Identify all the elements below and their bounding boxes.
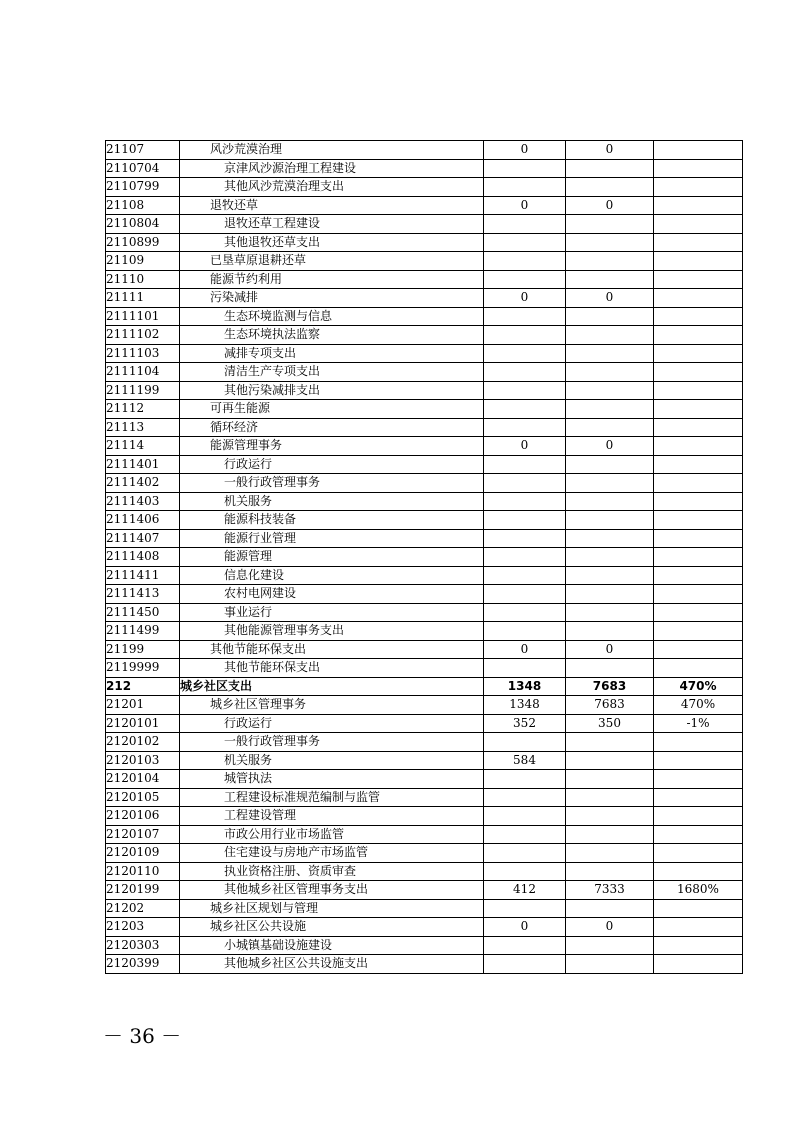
- cell-value-3: [654, 381, 743, 400]
- cell-value-1: [484, 307, 566, 326]
- cell-value-3: [654, 455, 743, 474]
- cell-name: 其他污染减排支出: [180, 381, 484, 400]
- cell-value-3: [654, 363, 743, 382]
- cell-value-3: [654, 252, 743, 271]
- cell-value-3: [654, 307, 743, 326]
- cell-value-1: [484, 899, 566, 918]
- cell-value-2: [566, 400, 654, 419]
- cell-value-1: [484, 270, 566, 289]
- cell-value-1: [484, 511, 566, 530]
- cell-value-2: 7683: [566, 696, 654, 715]
- cell-value-1: [484, 529, 566, 548]
- cell-name: 住宅建设与房地产市场监管: [180, 844, 484, 863]
- cell-name: 其他城乡社区管理事务支出: [180, 881, 484, 900]
- cell-value-2: [566, 770, 654, 789]
- table-row: [106, 381, 743, 400]
- cell-value-3: [654, 215, 743, 234]
- cell-value-2: [566, 455, 654, 474]
- cell-value-2: [566, 844, 654, 863]
- table-row: [106, 455, 743, 474]
- cell-name: 减排专项支出: [180, 344, 484, 363]
- cell-value-1: [484, 733, 566, 752]
- cell-name: 城乡社区规划与管理: [180, 899, 484, 918]
- cell-value-1: [484, 233, 566, 252]
- cell-value-2: [566, 862, 654, 881]
- cell-code: 21202: [106, 899, 180, 918]
- cell-name: 工程建设管理: [180, 807, 484, 826]
- cell-value-3: [654, 825, 743, 844]
- cell-value-3: [654, 326, 743, 345]
- cell-name: 其他节能环保支出: [180, 659, 484, 678]
- table-row: [106, 807, 743, 826]
- table-row: [106, 603, 743, 622]
- cell-code: 2110899: [106, 233, 180, 252]
- cell-value-2: [566, 825, 654, 844]
- cell-value-1: [484, 455, 566, 474]
- cell-name: 工程建设标准规范编制与监管: [180, 788, 484, 807]
- cell-name: 农村电网建设: [180, 585, 484, 604]
- cell-name: 其他退牧还草支出: [180, 233, 484, 252]
- cell-value-1: [484, 566, 566, 585]
- cell-value-1: 1348: [484, 696, 566, 715]
- cell-value-1: [484, 585, 566, 604]
- cell-value-3: [654, 659, 743, 678]
- cell-name: 生态环境执法监察: [180, 326, 484, 345]
- cell-code: 2120109: [106, 844, 180, 863]
- cell-value-2: [566, 215, 654, 234]
- cell-value-3: [654, 511, 743, 530]
- table-row: [106, 215, 743, 234]
- cell-name: 一般行政管理事务: [180, 733, 484, 752]
- cell-name: 事业运行: [180, 603, 484, 622]
- table-row: [106, 899, 743, 918]
- cell-value-1: [484, 326, 566, 345]
- cell-value-3: [654, 844, 743, 863]
- cell-code: 2120105: [106, 788, 180, 807]
- table-row: [106, 788, 743, 807]
- cell-value-1: [484, 400, 566, 419]
- cell-code: 2111402: [106, 474, 180, 493]
- cell-value-3: [654, 566, 743, 585]
- cell-code: 2120102: [106, 733, 180, 752]
- cell-value-1: [484, 159, 566, 178]
- cell-value-2: [566, 899, 654, 918]
- cell-value-3: [654, 492, 743, 511]
- cell-value-1: 0: [484, 918, 566, 937]
- cell-code: 2120199: [106, 881, 180, 900]
- cell-value-2: [566, 363, 654, 382]
- table-row: [106, 474, 743, 493]
- cell-name: 其他城乡社区公共设施支出: [180, 955, 484, 974]
- cell-value-2: 0: [566, 289, 654, 308]
- cell-value-3: [654, 437, 743, 456]
- cell-value-1: 584: [484, 751, 566, 770]
- table-row: [106, 770, 743, 789]
- cell-value-2: [566, 344, 654, 363]
- table-row: [106, 178, 743, 197]
- table-row: [106, 270, 743, 289]
- cell-code: 21109: [106, 252, 180, 271]
- table-row: [106, 844, 743, 863]
- cell-value-3: [654, 344, 743, 363]
- cell-code: 21112: [106, 400, 180, 419]
- cell-name: 能源管理: [180, 548, 484, 567]
- cell-value-3: -1%: [654, 714, 743, 733]
- cell-name: 行政运行: [180, 714, 484, 733]
- table-row: [106, 862, 743, 881]
- cell-value-3: [654, 788, 743, 807]
- cell-value-2: [566, 603, 654, 622]
- cell-value-1: [484, 603, 566, 622]
- table-row: [106, 677, 743, 696]
- cell-value-1: [484, 788, 566, 807]
- cell-code: 21199: [106, 640, 180, 659]
- cell-value-3: [654, 640, 743, 659]
- cell-name: 风沙荒漠治理: [180, 141, 484, 160]
- cell-value-3: [654, 622, 743, 641]
- cell-value-2: [566, 270, 654, 289]
- table-row: [106, 418, 743, 437]
- cell-code: 2120101: [106, 714, 180, 733]
- cell-name: 其他能源管理事务支出: [180, 622, 484, 641]
- page-number: － 36 －: [103, 1024, 182, 1048]
- cell-value-1: 412: [484, 881, 566, 900]
- cell-name: 信息化建设: [180, 566, 484, 585]
- cell-value-2: 0: [566, 918, 654, 937]
- cell-value-2: 0: [566, 196, 654, 215]
- table-row: [106, 640, 743, 659]
- cell-value-1: [484, 418, 566, 437]
- cell-value-2: 350: [566, 714, 654, 733]
- cell-code: 21107: [106, 141, 180, 160]
- table-row: [106, 881, 743, 900]
- cell-code: 2111499: [106, 622, 180, 641]
- cell-name: 退牧还草: [180, 196, 484, 215]
- table-row: [106, 159, 743, 178]
- cell-value-2: [566, 178, 654, 197]
- table-row: [106, 566, 743, 585]
- cell-value-2: [566, 233, 654, 252]
- cell-value-2: [566, 566, 654, 585]
- cell-value-2: [566, 585, 654, 604]
- cell-code: 2119999: [106, 659, 180, 678]
- cell-code: 21113: [106, 418, 180, 437]
- cell-value-2: [566, 159, 654, 178]
- cell-value-3: [654, 807, 743, 826]
- cell-code: 21110: [106, 270, 180, 289]
- cell-value-1: [484, 363, 566, 382]
- budget-table-body: [106, 141, 743, 974]
- cell-value-3: [654, 178, 743, 197]
- table-row: [106, 492, 743, 511]
- cell-value-2: [566, 418, 654, 437]
- cell-value-2: [566, 733, 654, 752]
- cell-value-1: [484, 492, 566, 511]
- cell-value-3: [654, 196, 743, 215]
- table-row: [106, 437, 743, 456]
- cell-name: 城管执法: [180, 770, 484, 789]
- cell-code: 2110799: [106, 178, 180, 197]
- cell-value-2: [566, 511, 654, 530]
- cell-code: 2111408: [106, 548, 180, 567]
- cell-code: 2110704: [106, 159, 180, 178]
- cell-value-3: [654, 529, 743, 548]
- cell-value-3: [654, 418, 743, 437]
- cell-value-3: 470%: [654, 677, 743, 696]
- cell-value-2: [566, 326, 654, 345]
- cell-code: 2111450: [106, 603, 180, 622]
- cell-code: 2111103: [106, 344, 180, 363]
- cell-value-3: 470%: [654, 696, 743, 715]
- cell-value-1: [484, 936, 566, 955]
- cell-name: 一般行政管理事务: [180, 474, 484, 493]
- cell-code: 2111407: [106, 529, 180, 548]
- cell-code: 2120103: [106, 751, 180, 770]
- cell-name: 小城镇基础设施建设: [180, 936, 484, 955]
- cell-name: 城乡社区公共设施: [180, 918, 484, 937]
- table-row: [106, 696, 743, 715]
- table-row: [106, 529, 743, 548]
- table-row: [106, 307, 743, 326]
- cell-value-2: [566, 492, 654, 511]
- cell-value-1: [484, 955, 566, 974]
- cell-value-1: 1348: [484, 677, 566, 696]
- cell-value-1: [484, 474, 566, 493]
- table-row: [106, 936, 743, 955]
- cell-name: 污染减排: [180, 289, 484, 308]
- cell-value-1: [484, 215, 566, 234]
- table-row: [106, 585, 743, 604]
- cell-value-1: 0: [484, 289, 566, 308]
- cell-value-1: 0: [484, 196, 566, 215]
- cell-code: 2111102: [106, 326, 180, 345]
- cell-code: 2120107: [106, 825, 180, 844]
- cell-name: 其他风沙荒漠治理支出: [180, 178, 484, 197]
- cell-code: 2111101: [106, 307, 180, 326]
- cell-value-3: [654, 918, 743, 937]
- table-row: [106, 733, 743, 752]
- cell-value-1: [484, 622, 566, 641]
- cell-name: 执业资格注册、资质审查: [180, 862, 484, 881]
- cell-value-3: [654, 474, 743, 493]
- cell-name: 能源行业管理: [180, 529, 484, 548]
- cell-value-1: [484, 807, 566, 826]
- cell-value-3: [654, 955, 743, 974]
- cell-value-2: 0: [566, 141, 654, 160]
- cell-value-3: [654, 289, 743, 308]
- table-row: [106, 511, 743, 530]
- cell-value-1: [484, 844, 566, 863]
- cell-name: 能源管理事务: [180, 437, 484, 456]
- cell-value-1: [484, 178, 566, 197]
- table-row: [106, 751, 743, 770]
- cell-code: 2111411: [106, 566, 180, 585]
- cell-value-1: 0: [484, 640, 566, 659]
- cell-name: 京津风沙源治理工程建设: [180, 159, 484, 178]
- table-row: [106, 548, 743, 567]
- cell-name: 退牧还草工程建设: [180, 215, 484, 234]
- cell-name: 城乡社区管理事务: [180, 696, 484, 715]
- cell-code: 2111406: [106, 511, 180, 530]
- cell-value-2: [566, 955, 654, 974]
- cell-value-2: [566, 307, 654, 326]
- cell-code: 21114: [106, 437, 180, 456]
- cell-value-3: [654, 548, 743, 567]
- cell-value-3: [654, 862, 743, 881]
- cell-value-2: [566, 936, 654, 955]
- cell-name: 可再生能源: [180, 400, 484, 419]
- cell-code: 212: [106, 677, 180, 696]
- cell-value-2: [566, 807, 654, 826]
- cell-code: 2111104: [106, 363, 180, 382]
- cell-value-1: [484, 381, 566, 400]
- table-row: [106, 825, 743, 844]
- cell-value-2: 0: [566, 437, 654, 456]
- cell-value-1: 352: [484, 714, 566, 733]
- cell-code: 2111403: [106, 492, 180, 511]
- cell-code: 2120106: [106, 807, 180, 826]
- cell-value-2: [566, 788, 654, 807]
- cell-value-1: [484, 252, 566, 271]
- cell-value-3: [654, 400, 743, 419]
- table-row: [106, 400, 743, 419]
- table-row: [106, 918, 743, 937]
- cell-value-2: 7333: [566, 881, 654, 900]
- cell-code: 2120303: [106, 936, 180, 955]
- cell-name: 清洁生产专项支出: [180, 363, 484, 382]
- cell-name: 已垦草原退耕还草: [180, 252, 484, 271]
- cell-value-1: [484, 862, 566, 881]
- cell-value-1: [484, 825, 566, 844]
- cell-code: 2120399: [106, 955, 180, 974]
- cell-name: 机关服务: [180, 492, 484, 511]
- cell-value-1: [484, 344, 566, 363]
- table-row: [106, 363, 743, 382]
- cell-value-3: [654, 733, 743, 752]
- cell-value-3: [654, 159, 743, 178]
- cell-value-2: [566, 252, 654, 271]
- cell-value-2: [566, 751, 654, 770]
- table-row: [106, 955, 743, 974]
- cell-code: 21203: [106, 918, 180, 937]
- cell-value-3: [654, 936, 743, 955]
- cell-value-3: [654, 770, 743, 789]
- cell-name: 能源节约利用: [180, 270, 484, 289]
- cell-value-2: [566, 529, 654, 548]
- cell-name: 能源科技装备: [180, 511, 484, 530]
- cell-value-3: [654, 270, 743, 289]
- cell-code: 21111: [106, 289, 180, 308]
- cell-value-2: 7683: [566, 677, 654, 696]
- table-row: [106, 659, 743, 678]
- cell-name: 行政运行: [180, 455, 484, 474]
- cell-value-3: [654, 233, 743, 252]
- cell-code: 2110804: [106, 215, 180, 234]
- cell-value-2: [566, 474, 654, 493]
- cell-code: 21201: [106, 696, 180, 715]
- cell-code: 2111199: [106, 381, 180, 400]
- table-row: [106, 196, 743, 215]
- cell-name: 生态环境监测与信息: [180, 307, 484, 326]
- cell-code: 2111413: [106, 585, 180, 604]
- table-row: [106, 252, 743, 271]
- cell-value-1: 0: [484, 141, 566, 160]
- cell-name: 城乡社区支出: [180, 677, 484, 696]
- cell-value-2: [566, 622, 654, 641]
- budget-table: [105, 140, 743, 974]
- cell-value-1: [484, 548, 566, 567]
- cell-value-3: [654, 899, 743, 918]
- table-row: [106, 344, 743, 363]
- cell-value-3: [654, 141, 743, 160]
- cell-value-3: 1680%: [654, 881, 743, 900]
- cell-name: 市政公用行业市场监管: [180, 825, 484, 844]
- cell-value-1: 0: [484, 437, 566, 456]
- cell-value-3: [654, 751, 743, 770]
- cell-name: 循环经济: [180, 418, 484, 437]
- cell-code: 2120104: [106, 770, 180, 789]
- cell-name: 机关服务: [180, 751, 484, 770]
- cell-value-2: [566, 659, 654, 678]
- cell-code: 2111401: [106, 455, 180, 474]
- cell-value-2: 0: [566, 640, 654, 659]
- cell-value-2: [566, 548, 654, 567]
- cell-code: 21108: [106, 196, 180, 215]
- cell-value-1: [484, 659, 566, 678]
- cell-value-3: [654, 603, 743, 622]
- cell-value-2: [566, 381, 654, 400]
- table-row: [106, 289, 743, 308]
- table-row: [106, 714, 743, 733]
- table-row: [106, 622, 743, 641]
- table-row: [106, 141, 743, 160]
- cell-name: 其他节能环保支出: [180, 640, 484, 659]
- cell-value-3: [654, 585, 743, 604]
- cell-value-1: [484, 770, 566, 789]
- cell-code: 2120110: [106, 862, 180, 881]
- table-row: [106, 326, 743, 345]
- table-row: [106, 233, 743, 252]
